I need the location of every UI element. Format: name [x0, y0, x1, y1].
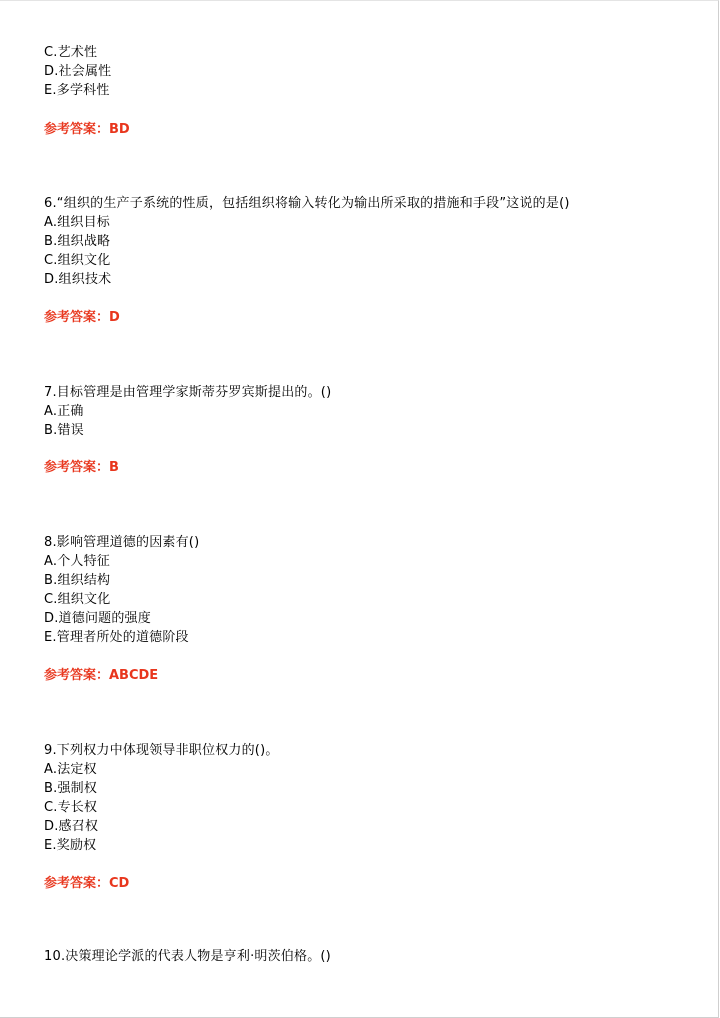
q5-option-d: D.社会属性: [44, 64, 112, 79]
q8-option-b: B.组织结构: [44, 573, 111, 588]
q8-option-c: C.组织文化: [44, 592, 111, 607]
q6-option-c: C.组织文化: [44, 253, 111, 268]
q8-option-a: A.个人特征: [44, 554, 110, 569]
q7-answer: 参考答案：B: [44, 460, 119, 475]
q5-option-c: C.艺术性: [44, 45, 98, 60]
q6-option-a: A.组织目标: [44, 215, 110, 230]
q6-question-text: 6.“组织的生产子系统的性质，包括组织将输入转化为输出所采取的措施和手段”这说的是(): [44, 196, 570, 211]
q9-option-a: A.法定权: [44, 762, 97, 777]
q7-option-b: B.错误: [44, 423, 84, 438]
q7-question-text: 7.目标管理是由管理学家斯蒂芬罗宾斯提出的。(): [44, 385, 332, 400]
q8-answer: 参考答案：ABCDE: [44, 668, 159, 683]
q9-answer: 参考答案：CD: [44, 876, 130, 891]
q8-question-text: 8.影响管理道德的因素有(): [44, 535, 200, 550]
q6-option-d: D.组织技术: [44, 272, 112, 287]
q7-option-a: A.正确: [44, 404, 84, 419]
q9-option-d: D.感召权: [44, 819, 99, 834]
q9-option-e: E.奖励权: [44, 838, 97, 853]
q8-option-d: D.道德问题的强度: [44, 611, 151, 626]
q9-option-b: B.强制权: [44, 781, 98, 796]
q5-option-e: E.多学科性: [44, 83, 110, 98]
q5-answer: 参考答案：BD: [44, 122, 130, 137]
q9-option-c: C.专长权: [44, 800, 98, 815]
q6-answer: 参考答案：D: [44, 310, 120, 325]
q8-option-e: E.管理者所处的道德阶段: [44, 630, 189, 645]
q6-option-b: B.组织战略: [44, 234, 111, 249]
q10-question-text: 10.决策理论学派的代表人物是亨利·明茨伯格。(): [44, 949, 331, 964]
q9-question-text: 9.下列权力中体现领导非职位权力的()。: [44, 743, 279, 758]
